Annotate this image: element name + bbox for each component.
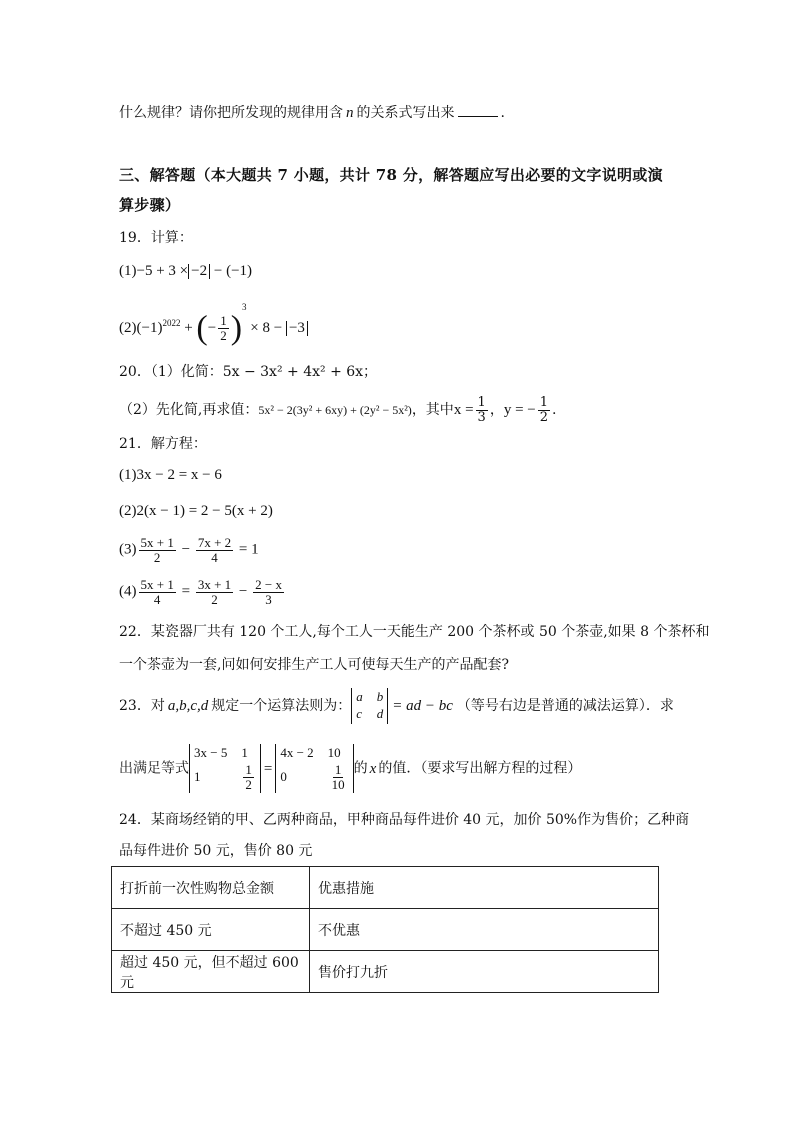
q23-r-a: 4x − 2 xyxy=(280,745,314,760)
q19-p2-lparen: ( xyxy=(196,309,208,347)
q19-p2-exp: 2022 xyxy=(162,318,181,328)
q19-p2-sign: − xyxy=(207,320,217,336)
q23-l-d xyxy=(241,763,256,791)
q21-title: 21．解方程： xyxy=(119,436,207,452)
q23-line2-b: 的 xyxy=(353,760,368,777)
q20-x-den: 3 xyxy=(477,409,486,425)
q23-l-c: 1 xyxy=(194,768,201,784)
q20-sep: ， xyxy=(489,402,504,419)
q23-r-d xyxy=(328,763,349,791)
q23-rule: = ad − bc xyxy=(392,697,453,714)
q19-p2-frac xyxy=(218,314,229,342)
q21-p4-frac3 xyxy=(253,578,284,606)
q23-eq: = xyxy=(263,760,273,777)
q19-p1-abs: −2 xyxy=(188,264,210,279)
intro-text-a: 什么规律？请你把所发现的规律用含 xyxy=(119,105,343,121)
q21-p3-n1: 5x + 1 xyxy=(140,535,174,550)
q19-p2-base: (−1) xyxy=(136,320,163,336)
table-cell: 超过 450 元，但不超过 600 元 xyxy=(112,951,310,993)
q20-x-frac xyxy=(476,396,488,424)
q20-p2-given: ，其中 xyxy=(411,402,454,419)
q19-title: 19．计算： xyxy=(119,230,193,246)
q23-right-matrix xyxy=(275,744,353,793)
q21-p3-frac2 xyxy=(196,536,233,564)
q19-p2-den: 2 xyxy=(220,328,227,344)
q21-p4-label: (4) xyxy=(119,583,137,600)
q20-y-eq: y = − xyxy=(503,402,536,419)
q19-p2-plus: + xyxy=(180,320,197,336)
var-n: n xyxy=(346,105,354,121)
q20-part1: 20．（1）化简：5x − 3x² + 4x² + 6x； xyxy=(119,364,378,380)
q19-p2-num: 1 xyxy=(220,313,227,329)
q20-y-num: 1 xyxy=(539,395,549,410)
q23-line1-a: 23．对 xyxy=(119,697,165,714)
q23-var-x: x xyxy=(369,760,377,777)
intro-end: . xyxy=(500,105,505,121)
q23-line2-a: 出满足等式 xyxy=(119,760,189,777)
discount-table xyxy=(111,866,659,993)
q19-p2-pow: 3 xyxy=(242,302,247,312)
q21-p4-frac1 xyxy=(139,578,176,606)
q23-r-c: 0 xyxy=(280,768,287,784)
table-row xyxy=(112,951,659,993)
q19-part1 xyxy=(119,262,252,280)
q20-p2-expr: 5x² − 2(3y² + 6xy) + (2y² − 5x²) xyxy=(258,403,412,418)
table-cell: 优惠措施 xyxy=(310,867,659,909)
q19-p2-label: (2) xyxy=(119,320,137,336)
table-cell: 不优惠 xyxy=(310,909,659,951)
q20-p2-text: （2）先化简,再求值： xyxy=(119,402,259,419)
q19-part2 xyxy=(119,302,308,346)
intro-text-b: 的关系式写出来 xyxy=(356,105,455,121)
q23-line2 xyxy=(119,744,581,793)
q21-part4 xyxy=(119,578,286,606)
q20-x-num: 1 xyxy=(477,395,486,410)
q23-l-d-num: 1 xyxy=(245,761,252,777)
q21-p3-op: − xyxy=(177,541,194,558)
q23-line1-c: （等号右边是普通的减法运算）．求 xyxy=(456,697,674,714)
q23-l-d-den: 2 xyxy=(245,776,252,792)
q22-line1: 22．某瓷器厂共有 120 个工人,每个工人一天能生产 200 个茶杯或 50 个茶壶,如果 8 个茶杯和 xyxy=(119,624,710,640)
q23-m-a: a xyxy=(356,689,363,704)
q19-p1-label: (1) xyxy=(119,263,137,279)
q21-p4-d2: 2 xyxy=(211,591,218,607)
q23-left-matrix xyxy=(189,744,261,793)
q23-line1 xyxy=(119,688,674,724)
q23-l-b: 1 xyxy=(241,745,248,760)
q23-m-c: c xyxy=(356,705,363,721)
q21-p3-d1: 2 xyxy=(153,549,161,565)
q21-p4-op: − xyxy=(235,583,252,600)
q21-part1: (1)3x − 2 = x − 6 xyxy=(119,467,222,483)
q19-p2-rparen: ) xyxy=(230,309,243,347)
table-cell: 打折前一次性购物总金额 xyxy=(112,867,310,909)
q19-p2-rest: × 8 − xyxy=(246,320,286,336)
q23-m-d: d xyxy=(376,705,384,721)
q23-l-a: 3x − 5 xyxy=(194,745,228,760)
q21-p3-d2: 4 xyxy=(211,549,218,565)
q19-p1-paren: (−1) xyxy=(226,263,253,279)
q20-y-den: 2 xyxy=(539,409,549,425)
q22-line2: 一个茶壶为一套,问如何安排生产工人可使每天生产的产品配套? xyxy=(119,657,509,673)
q23-vars: a,b,c,d xyxy=(167,697,209,714)
q21-p3-frac1 xyxy=(139,536,176,564)
q24-line2: 品每件进价 50 元，售价 80 元 xyxy=(119,843,313,859)
q21-p4-frac2 xyxy=(196,578,233,606)
q21-p3-n2: 7x + 2 xyxy=(197,535,232,550)
q19-p2-abs: −3 xyxy=(286,321,308,336)
q20-end: . xyxy=(552,402,557,419)
q21-part3 xyxy=(119,536,259,564)
section-3-title-line2: 算步骤） xyxy=(119,196,181,214)
table-cell: 不超过 450 元 xyxy=(112,909,310,951)
q23-r-b: 10 xyxy=(327,745,341,760)
table-row xyxy=(112,909,659,951)
q21-p4-n3: 2 − x xyxy=(255,577,282,592)
q23-r-d-num: 1 xyxy=(334,761,342,777)
q21-p4-d1: 4 xyxy=(153,591,161,607)
q19-p1-minus: − xyxy=(210,263,227,279)
section-3-title-line1: 三、解答题（本大题共 7 小题，共计 78 分，解答题应写出必要的文字说明或演 xyxy=(119,166,663,184)
q21-p4-eq: = xyxy=(177,583,194,600)
q20-y-frac xyxy=(538,396,550,424)
q23-rule-matrix xyxy=(351,688,388,724)
q24-line1: 24．某商场经销的甲、乙两种商品，甲种商品每件进价 40 元，加价 50%作为售价；乙种商 xyxy=(119,812,690,828)
q19-p1-expr: −5 + 3 × xyxy=(136,263,189,279)
q21-part2: (2)2(x − 1) = 2 − 5(x + 2) xyxy=(119,503,273,519)
table-row xyxy=(112,867,659,909)
q21-p4-n2: 3x + 1 xyxy=(197,577,232,592)
answer-blank xyxy=(458,116,498,117)
q21-p3-label: (3) xyxy=(119,541,137,558)
q20-part2 xyxy=(119,396,556,424)
q23-line1-b: 规定一个运算法则为： xyxy=(211,697,352,714)
q23-r-d-den: 10 xyxy=(331,776,345,792)
table-cell: 售价打九折 xyxy=(310,951,659,993)
q23-m-b: b xyxy=(376,689,384,704)
q23-line2-c: 的值．（要求写出解方程的过程） xyxy=(378,760,582,777)
q20-x-eq: x = xyxy=(453,402,474,419)
q21-p4-d3: 3 xyxy=(265,591,272,607)
intro-line xyxy=(119,104,505,122)
q21-p4-n1: 5x + 1 xyxy=(140,577,174,592)
q21-p3-rhs: = 1 xyxy=(235,541,259,558)
